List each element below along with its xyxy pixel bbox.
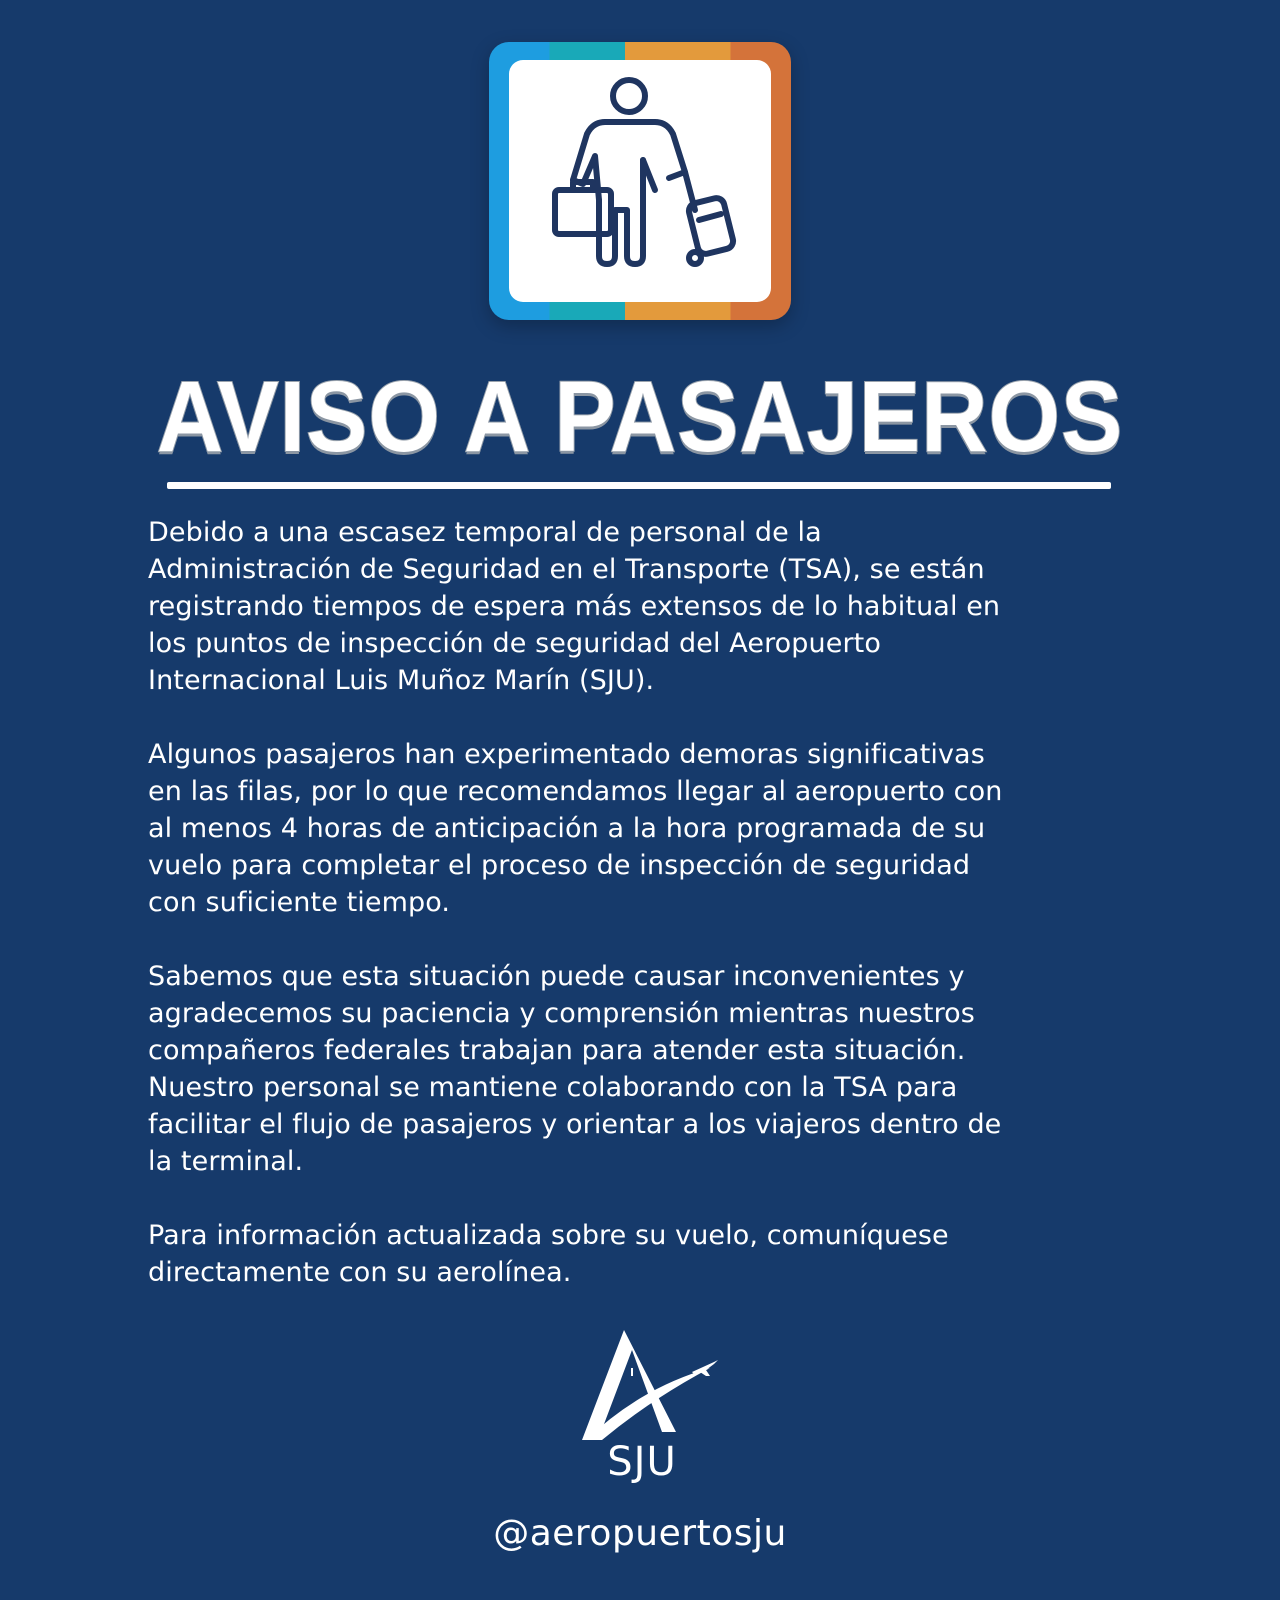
paragraph-staff-shortage: Debido a una escasez temporal de personal de la Administración de Seguridad en el Transporte (TSA), se están registrando tiempos de espera más extensos de lo habitual en los puntos de inspección de seguridad del Aeropuerto Internacional Luis Muñoz Marín (SJU). (148, 517, 1001, 696)
sju-logo-mark (580, 1328, 730, 1446)
paragraph-arrival-recommendation: Algunos pasajeros han experimentado demoras significativas en las filas, por lo que recomendamos llegar al aeropuerto con al menos 4 horas de anticipación a la hora programada de su vuelo para completar el proceso de inspección de seguridad con suficiente tiempo. (148, 739, 1003, 918)
icon-tile-inner (509, 60, 771, 302)
social-handle: @aeropuertosju (493, 1513, 787, 1554)
traveler-icon-tile (489, 42, 791, 320)
traveler-with-luggage-icon (509, 60, 771, 302)
notice-body (148, 514, 1138, 1328)
title-underline (167, 482, 1111, 489)
page-title: AVISO A PASAJEROS (156, 361, 1124, 473)
sju-logo (580, 1328, 730, 1488)
paragraph-contact-airline: Para información actualizada sobre su vuelo, comuníquese directamente con su aerolínea. (148, 1220, 949, 1288)
paragraph-apology: Sabemos que esta situación puede causar inconvenientes y agradecemos su paciencia y comprensión mientras nuestros compañeros federales trabajan para atender esta situación. Nuestro personal se mantiene colaborando con la TSA para facilitar el flujo de pasajeros y orientar a los viajeros dentro de la terminal. (148, 961, 1002, 1177)
sju-logo-text: SJU (607, 1439, 677, 1485)
